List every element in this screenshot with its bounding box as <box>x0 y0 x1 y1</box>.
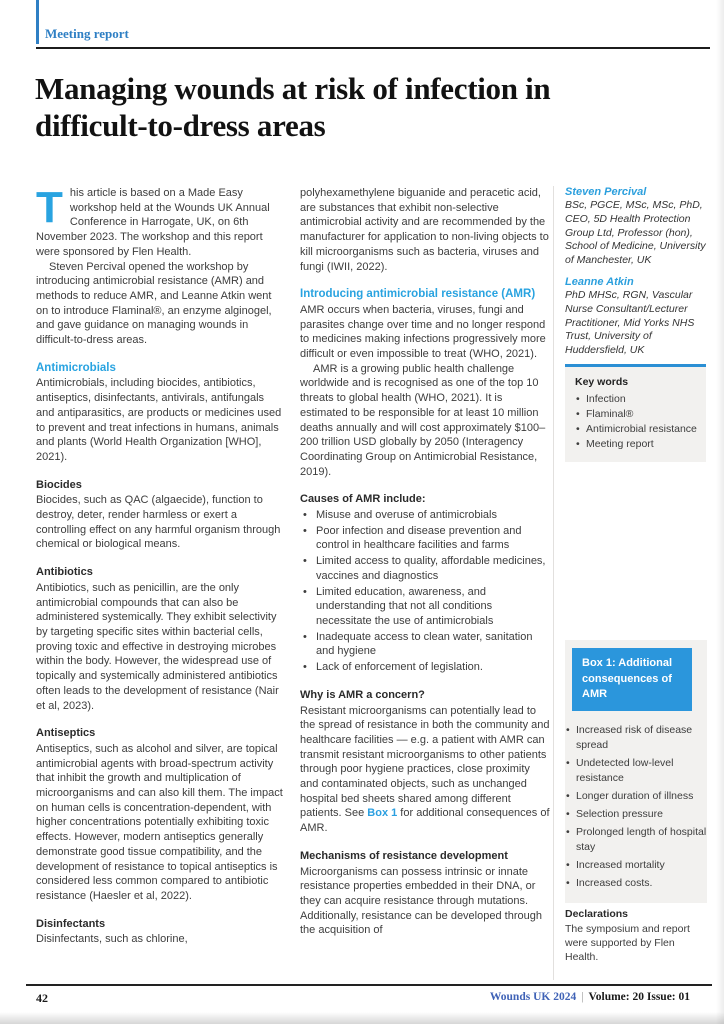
column-2 <box>300 186 550 938</box>
paragraph-concern <box>300 704 550 836</box>
intro-paragraph <box>36 183 284 260</box>
concern-text-after: for additional consequences of AMR. <box>300 807 550 835</box>
list-item: • Flaminal® <box>575 407 698 422</box>
causes-list <box>300 508 550 675</box>
declarations-text: The symposium and report were supported by Flen Health. <box>565 923 690 963</box>
keywords-title: Key words <box>575 376 629 388</box>
keywords-box-body <box>565 367 706 462</box>
keywords-box <box>565 364 706 462</box>
intro-text: his article is based on a Made Easy workshop held at the Wounds UK Annual Conference in Harrogate, UK, on 6th November 2023. The workshop and this report were sponsored by Flen Health. <box>36 187 270 258</box>
journal-name: Wounds UK 2024 <box>489 991 577 1003</box>
heading-concern: Why is AMR a concern? <box>300 688 425 701</box>
list-item: • Infection <box>575 392 698 407</box>
overview-paragraph: Steven Percival opened the workshop by introducing antimicrobial resistance (AMR) and methods to reduce AMR, and Leanne Atkin went on to introduce Flaminal®, an enzyme alginogel, and gave guidance on managing wounds in difficult-to-dress areas. <box>36 260 272 347</box>
heading-disinfectants: Disinfectants <box>36 917 106 930</box>
paragraph-biocides: Biocides, such as QAC (algaecide), function to destroy, deter, render harmless or exert a controlling effect on any harmful organism through chemical or biological means. <box>36 494 281 551</box>
author-name: Leanne Atkin <box>565 275 634 288</box>
footer-divider: | <box>581 991 584 1003</box>
footer-journal-info <box>490 991 690 1003</box>
author-credentials: PhD MHSc, RGN, Vascular Nurse Consultant/Lecturer Practitioner, Mid Yorks NHS Trust, University of Huddersfield, UK <box>565 288 695 357</box>
heading-mechanisms: Mechanisms of resistance development <box>300 849 508 862</box>
declarations-title: Declarations <box>565 908 629 920</box>
list-item: • Misuse and overuse of antimicrobials <box>300 508 550 523</box>
kicker-accent-bar <box>36 0 39 44</box>
paragraph-amr-2: AMR is a growing public health challenge worldwide and is recognised as one of the top 10 threats to global health (WHO, 2021). It is estimated to be responsible for at least 10 million deaths annually and will cost approximately $100–200 trillion USD globally by 2050 (Interagency Coordinating Group on Antimicrobial Resistance, 2019). <box>300 362 546 478</box>
list-item: • Poor infection and disease prevention and control in healthcare facilities and farms <box>300 524 550 553</box>
list-item: • Selection pressure <box>565 807 707 822</box>
page-number: 42 <box>36 991 48 1005</box>
heading-causes: Causes of AMR include: <box>300 493 426 506</box>
box1-title: Box 1: Additional consequences of AMR <box>572 648 692 711</box>
list-item: • Increased costs. <box>565 876 707 891</box>
list-item: • Antimicrobial resistance <box>575 422 698 437</box>
list-item: • Prolonged length of hospital stay <box>565 825 707 855</box>
list-item: • Undetected low-level resistance <box>565 756 707 786</box>
heading-antibiotics: Antibiotics <box>36 566 93 579</box>
author-credentials: BSc, PGCE, MSc, MSc, PhD, CEO, 5D Health Protection Group Ltd, Professor (hon), School of Medicine, University of Manchester, UK <box>565 199 706 267</box>
box1-list <box>565 723 707 891</box>
declarations-block <box>565 908 706 964</box>
heading-antiseptics: Antiseptics <box>36 727 96 740</box>
author-name: Steven Percival <box>565 186 647 198</box>
list-item: • Limited education, awareness, and understanding that not all conditions necessitate the use of antimicrobials <box>300 585 550 629</box>
page-edge-shadow-right <box>716 0 724 1024</box>
drop-cap: T <box>36 183 63 232</box>
paragraph-antibiotics: Antibiotics, such as penicillin, are the only antimicrobial compounds that can also be administered systemically. They exhibit selectivity by targeting specific sites within bacterial cells, proving toxic and effective in destroying microbes within the body. However, the widespread use of topically and systemically administered antibiotics often leads to the development of resistance (Nair et al, 2023). <box>36 581 279 712</box>
list-item: • Increased mortality <box>565 858 707 873</box>
list-item: • Longer duration of illness <box>565 789 707 804</box>
article-title-line2: difficult-to-dress areas <box>35 108 326 143</box>
list-item: • Limited access to quality, affordable medicines, vaccines and diagnostics <box>300 554 550 583</box>
concern-text-before: Resistant microorganisms can potentially lead to the spread of resistance in both the community and healthcare facilities — e.g. a patient with AMR can transmit resistant microorganisms to other patients through poor hygiene practices, close proximity and contaminated objects, such as unchanged hospital bed sheets shared among different patients. See <box>300 704 550 820</box>
column-separator <box>553 186 554 980</box>
heading-introducing-amr: Introducing antimicrobial resistance (AMR) <box>300 288 536 301</box>
article-title-line1: Managing wounds at risk of infection in <box>35 71 551 106</box>
paragraph-mechanisms: Microorganisms can possess intrinsic or innate resistance properties embedded in their DNA, or they can acquire resistance through mutations. Additionally, resistance can be developed through the acquisition of <box>300 865 542 937</box>
paragraph-disinfectants-continued: polyhexamethylene biguanide and peracetic acid, are substances that exhibit non-selective antimicrobial activity and are recommended by the manufacturer for application to non-living objects to kill microorganisms such as bacteria, viruses and fungi (IWII, 2022). <box>300 187 549 273</box>
list-item: • Increased risk of disease spread <box>565 723 707 753</box>
page-edge-shadow-bottom <box>0 1012 724 1024</box>
section-kicker: Meeting report <box>45 26 129 41</box>
paragraph-antiseptics: Antiseptics, such as alcohol and silver, are topical antimicrobial agents with broad-spectrum activity that inhibit the growth and multiplication of microorganisms and can also kill them. The impact on human cells is concentration-dependent, with higher concentrations potentially exhibiting toxic effects. However, modern antiseptics generally demonstrate good tissue compatibility, and the development of resistance to topical antiseptics is considered less common compared to antibiotic resistance (Haesler et al, 2022). <box>36 742 283 902</box>
list-item: • Meeting report <box>575 437 698 452</box>
article-title <box>35 70 705 144</box>
paragraph-disinfectants: Disinfectants, such as chlorine, <box>36 933 188 946</box>
author-block <box>565 186 706 358</box>
paragraph-amr-1: AMR occurs when bacteria, viruses, fungi and parasites change over time and no longer respond to medicines making infections progressively more difficult or even impossible to treat (WHO, 2021). <box>300 303 546 361</box>
heading-antimicrobials: Antimicrobials <box>36 361 116 374</box>
heading-biocides: Biocides <box>36 478 82 491</box>
footer-rule <box>26 984 712 986</box>
list-item: • Lack of enforcement of legislation. <box>300 660 550 675</box>
keywords-list <box>575 392 698 452</box>
paragraph-antimicrobials: Antimicrobials, including biocides, antibiotics, antiseptics, disinfectants, antivirals, antifungals and antiparasitics, are products or medicines used to prevent and treat infections in humans, animals and plants (World Health Organization [WHO], 2021). <box>36 377 282 463</box>
list-item: • Inadequate access to clean water, sanitation and hygiene <box>300 630 550 659</box>
box1-consequences <box>565 640 707 903</box>
volume-issue: Volume: 20 Issue: 01 <box>588 991 690 1003</box>
masthead-rule <box>36 47 710 49</box>
box1-reference-link[interactable]: Box 1 <box>367 807 398 820</box>
sidebar <box>565 186 706 986</box>
column-1 <box>36 183 284 947</box>
